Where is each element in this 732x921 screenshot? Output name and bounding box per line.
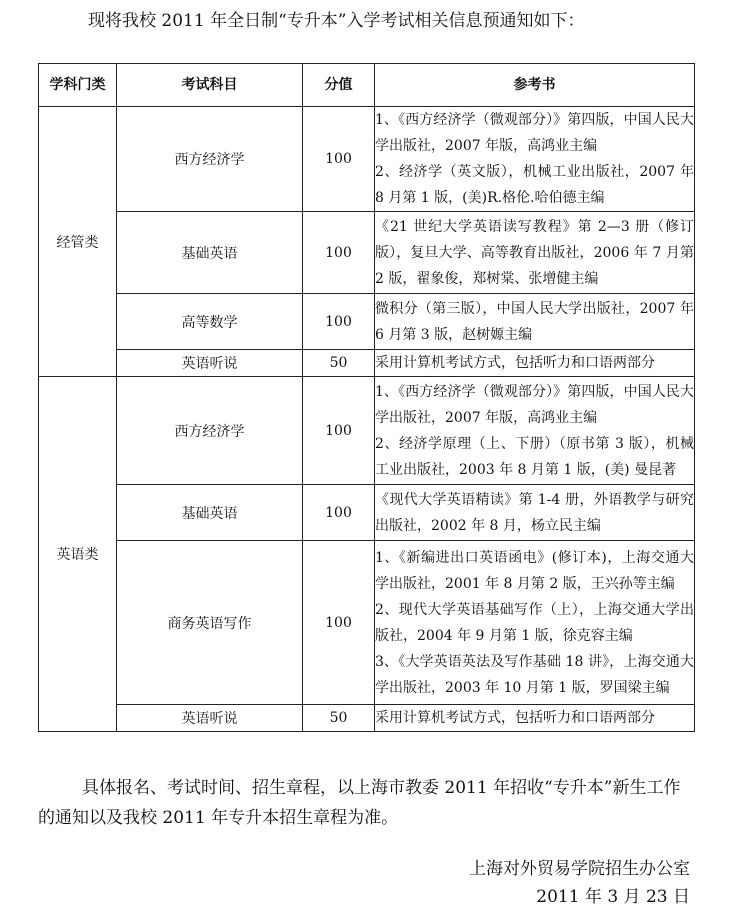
table-header-row xyxy=(39,64,695,107)
subject-cell: 英语听说 xyxy=(117,350,303,377)
score-cell: 100 xyxy=(303,107,375,212)
table-row xyxy=(39,705,695,732)
intro-text: 现将我校 2011 年全日制“专升本”入学考试相关信息预通知如下： xyxy=(88,11,585,31)
closing-text: 具体报名、考试时间、招生章程，以上海市教委 2011 年招收“专升本”新生工作的通知以及我校 2011 年专升本招生章程为准。 xyxy=(38,778,681,828)
reference-cell xyxy=(375,485,695,541)
subject-cell: 西方经济学 xyxy=(117,107,303,212)
header-score: 分值 xyxy=(303,64,375,107)
header-reference: 参考书 xyxy=(375,64,695,107)
header-subject: 考试科目 xyxy=(117,64,303,107)
table-row xyxy=(39,377,695,485)
reference-line: 1、《西方经济学（微观部分）》第四版，中国人民大学出版社，2007 年版，高鸿业主编 xyxy=(375,112,694,154)
category-cell: 英语类 xyxy=(39,377,117,732)
reference-cell xyxy=(375,705,695,732)
reference-cell xyxy=(375,294,695,350)
subject-cell: 商务英语写作 xyxy=(117,541,303,705)
table-row xyxy=(39,541,695,705)
score-cell: 50 xyxy=(303,705,375,732)
reference-line: 《21 世纪大学英语读写教程》第 2—3 册（修订版），复旦大学、高等教育出版社，2006 年 7 月第 2 版，翟象俊，郑树棠、张增健主编 xyxy=(375,218,694,287)
score-cell: 100 xyxy=(303,541,375,705)
reference-line: 2、经济学原理（上、下册）（原书第 3 版），机械工业出版社，2003 年 8 月第 1 版，(美) 曼昆著 xyxy=(375,435,694,478)
reference-line: 1、《新编进出口英语函电》(修订本)，上海交通大学出版社，2001 年 8 月第 2 版，王兴孙等主编 xyxy=(375,549,694,592)
table-row xyxy=(39,212,695,294)
reference-line: 2、经济学（英文版），机械工业出版社，2007 年 8 月第 1 版，(美)R.格伦.哈伯德主编 xyxy=(375,164,694,206)
header-category: 学科门类 xyxy=(39,64,117,107)
table-row xyxy=(39,485,695,541)
score-cell: 50 xyxy=(303,350,375,377)
table-row xyxy=(39,107,695,212)
reference-line: 1、《西方经济学（微观部分）》第四版，中国人民大学出版社，2007 年版，高鸿业主编 xyxy=(375,383,694,426)
reference-line: 2、现代大学英语基础写作（上），上海交通大学出版社，2004 年 9 月第 1 版，徐克容主编 xyxy=(375,601,694,644)
reference-line: 采用计算机考试方式，包括听力和口语两部分 xyxy=(375,355,655,371)
subject-cell: 西方经济学 xyxy=(117,377,303,485)
reference-cell xyxy=(375,541,695,705)
reference-line: 《现代大学英语精读》第 1-4 册，外语教学与研究出版社，2002 年 8 月，杨立民主编 xyxy=(375,491,694,534)
reference-cell xyxy=(375,107,695,212)
signature-date: 2011 年 3 月 23 日 xyxy=(536,887,690,907)
score-cell: 100 xyxy=(303,212,375,294)
subject-cell: 基础英语 xyxy=(117,485,303,541)
reference-line: 微积分（第三版），中国人民大学出版社，2007 年 6 月第 3 版，赵树嫄主编 xyxy=(375,300,694,343)
subject-cell: 基础英语 xyxy=(117,212,303,294)
table-row xyxy=(39,294,695,350)
table-row xyxy=(39,350,695,377)
reference-cell xyxy=(375,377,695,485)
category-cell: 经管类 xyxy=(39,107,117,377)
score-cell: 100 xyxy=(303,485,375,541)
reference-cell xyxy=(375,350,695,377)
reference-line: 采用计算机考试方式，包括听力和口语两部分 xyxy=(375,710,655,726)
reference-line: 3、《大学英语英法及写作基础 18 讲》，上海交通大学出版社，2003 年 10 月第 1 版，罗国梁主编 xyxy=(375,653,694,696)
score-cell: 100 xyxy=(303,294,375,350)
reference-cell xyxy=(375,212,695,294)
subject-cell: 高等数学 xyxy=(117,294,303,350)
closing-paragraph xyxy=(38,773,694,833)
score-cell: 100 xyxy=(303,377,375,485)
signature-office: 上海对外贸易学院招生办公室 xyxy=(469,859,690,879)
exam-info-table xyxy=(38,63,695,732)
subject-cell: 英语听说 xyxy=(117,705,303,732)
